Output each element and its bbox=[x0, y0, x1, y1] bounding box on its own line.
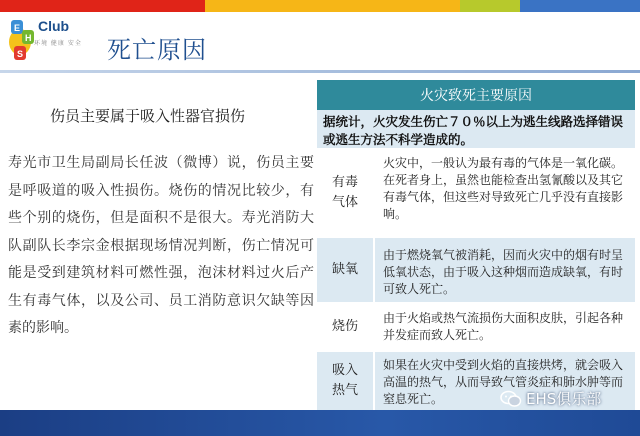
row-label: 吸入 热气 bbox=[317, 352, 375, 410]
svg-text:S: S bbox=[17, 49, 24, 59]
row-label: 烧伤 bbox=[317, 304, 375, 350]
table-row-burns bbox=[317, 304, 635, 352]
table-intro: 据统计，火灾发生伤亡７０％以上为逃生线路选择错误或逃生方法不科学造成的。 bbox=[317, 110, 635, 150]
table-row-toxic-gas bbox=[317, 150, 635, 238]
row-text: 由于燃烧氧气被消耗，因而火灾中的烟有时呈低氧状态，由于吸入这种烟而造成缺氧，有时可致人死亡。 bbox=[383, 248, 624, 296]
svg-text:E: E bbox=[14, 23, 21, 33]
wechat-icon bbox=[500, 390, 522, 408]
top-color-strip bbox=[0, 0, 640, 12]
left-subtitle: 伤员主要属于吸入性器官损伤 bbox=[50, 107, 246, 125]
left-body-text: 寿光市卫生局副局长任波（微博）说，伤员主要是呼吸道的吸入性损伤。烧伤的情况比较少，有些个别的烧伤，但是面积不是很大。寿光消防大队副队长李宗金根据现场情况判断，伤亡情况可能是受到建筑材料可燃性强，泡沫材料过火后产生有毒气体，以及公司、员工消防意识欠缺等因素的影响。 bbox=[8, 155, 314, 336]
page-title: 死亡原因 bbox=[107, 36, 207, 64]
row-text: 由于火焰或热气流损伤大面积皮肤，引起各种并发症而致人死亡。 bbox=[383, 311, 624, 342]
logo-slogan: 环境 健康 安全 bbox=[34, 40, 82, 47]
strip-yellow bbox=[205, 0, 460, 12]
strip-green bbox=[460, 0, 520, 12]
strip-blue bbox=[520, 0, 640, 12]
table-row-hypoxia bbox=[317, 238, 635, 304]
row-text: 火灾中，一般认为最有毒的气体是一氧化碳。在死者身上，虽然也能检查出氢氰酸以及其它有毒气体，但这些对导致死亡几乎没有直接影响。 bbox=[383, 156, 624, 221]
header-divider bbox=[0, 70, 640, 73]
strip-red bbox=[0, 0, 205, 12]
table-header: 火灾致死主要原因 bbox=[317, 80, 635, 110]
svg-text:H: H bbox=[25, 33, 32, 43]
row-label: 有毒 气体 bbox=[317, 150, 375, 236]
row-label: 缺氧 bbox=[317, 238, 375, 302]
watermark bbox=[500, 388, 601, 409]
causes-table bbox=[317, 80, 635, 410]
row-text: 如果在火灾中受到火焰的直接烘烤，就会吸入高温的热气，从而导致气管炎症和肺水肿等而窒息死亡。 bbox=[383, 358, 624, 406]
bottom-bar bbox=[0, 410, 640, 436]
watermark-text: EHS俱乐部 bbox=[526, 390, 602, 408]
logo-club-text: Club bbox=[38, 18, 70, 34]
